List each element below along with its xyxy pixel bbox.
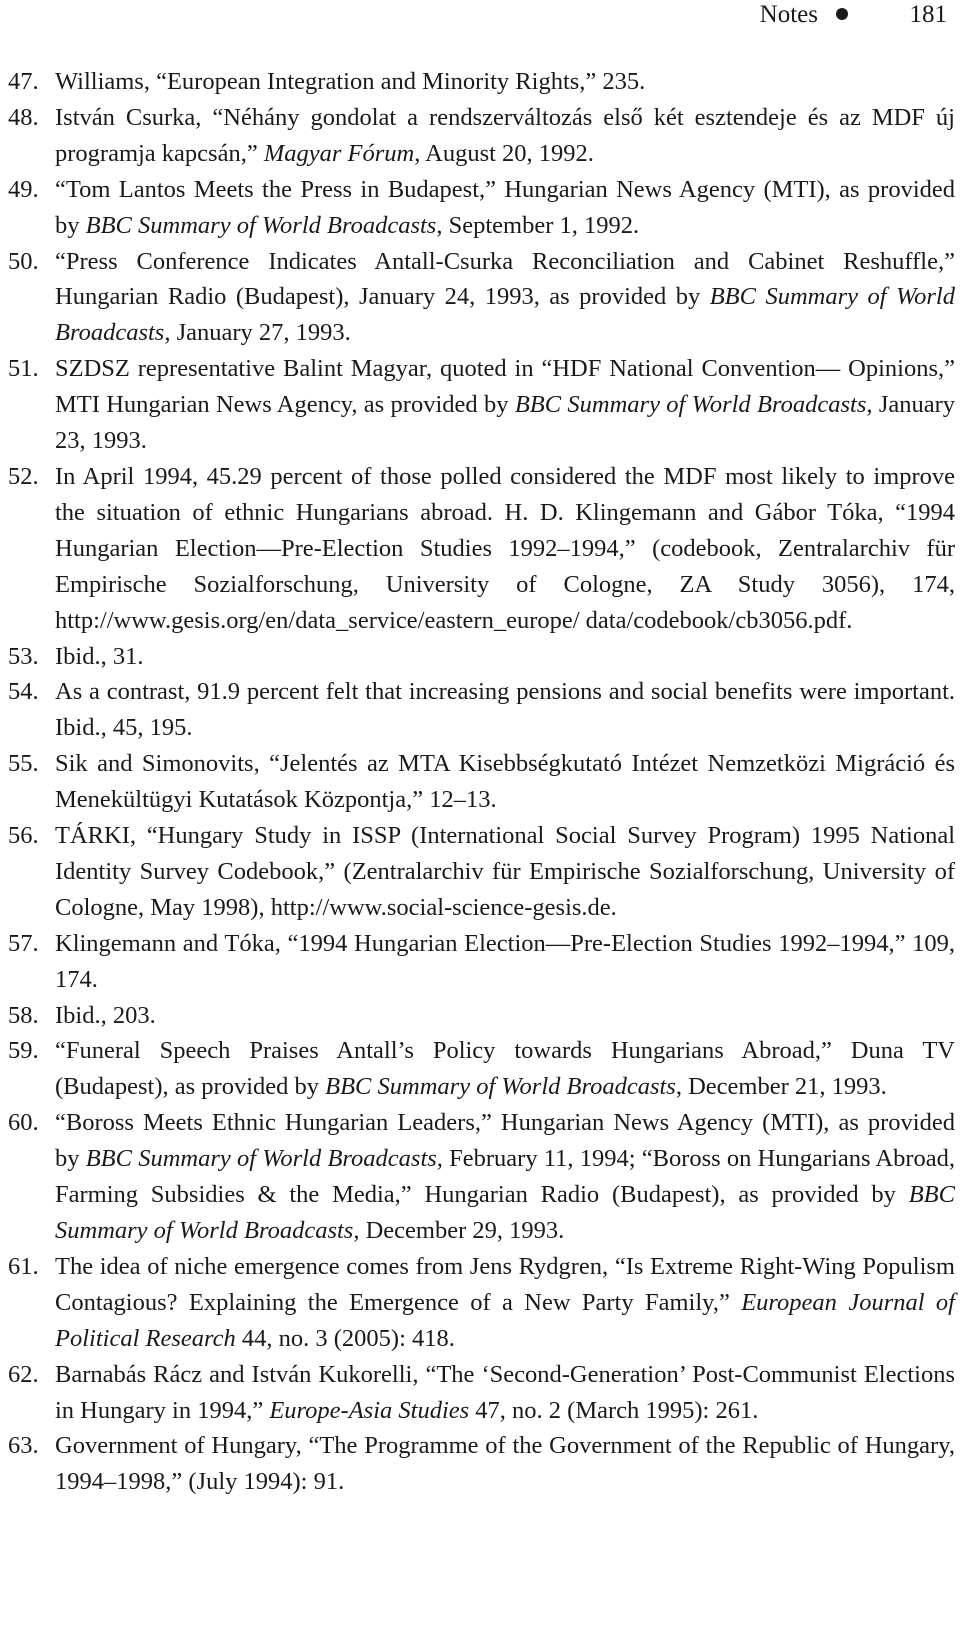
endnote-text [55, 355, 955, 454]
text-segment: Ibid., 31. [55, 642, 144, 670]
endnote [0, 1249, 955, 1357]
endnote-number: 63. [8, 1432, 39, 1460]
running-head-section: Notes [759, 1, 818, 28]
text-segment: István Csurka, “Néhány gondolat a rendszerváltozás első két esztendeje és az MDF új programja kapcsán,” [55, 103, 955, 167]
italic-title: Magyar Fórum [263, 139, 415, 167]
text-segment: SZDSZ representative Balint Magyar, quoted in “HDF National Convention— Opinions,” MTI Hungarian News Agency, as provided by [55, 355, 955, 419]
text-segment: “Funeral Speech Praises Antall’s Policy towards Hungarians Abroad,” Duna TV (Budapest), as provided by [55, 1037, 955, 1101]
endnote [0, 639, 955, 675]
endnote [0, 64, 955, 100]
endnote-number: 51. [8, 355, 39, 383]
endnote [0, 1428, 955, 1500]
italic-title: BBC Summary of World Broadcasts [85, 211, 437, 239]
italic-title: BBC Summary of World Broadcasts [514, 391, 867, 419]
endnote-text [55, 463, 955, 634]
endnote-number: 58. [8, 1001, 39, 1029]
endnote [0, 1357, 955, 1429]
italic-title: BBC Summary of World Broadcasts [55, 283, 955, 347]
endnote [0, 1105, 955, 1249]
italic-title: BBC Summary of World Broadcasts [325, 1073, 676, 1101]
endnote-text [55, 68, 645, 95]
text-segment: Sik and Simonovits, “Jelentés az MTA Kisebbségkutató Intézet Nemzetközi Migráció és Menekültügyi Kutatások Központja,” 12–13. [55, 750, 955, 814]
text-segment: February 11, 1994; “Boross on Hungarians Abroad, Farming Subsidies & the Media,” Hungarian Radio (Budapest), as provided by [55, 1145, 956, 1209]
endnote-text [55, 678, 955, 741]
page-number: 181 [909, 1, 947, 28]
endnote-text [55, 1037, 955, 1100]
italic-title: BBC Summary of World Broadcasts, [85, 1145, 443, 1173]
endnotes-list [0, 64, 955, 1500]
bullet-separator [836, 8, 848, 20]
endnote-number: 60. [8, 1109, 39, 1137]
text-segment: , August 20, 1992. [414, 139, 594, 167]
text-segment: “Press Conference Indicates Antall-Csurka Reconciliation and Cabinet Reshuffle,” Hungarian Radio (Budapest), January 24, 1993, as provided by [55, 247, 955, 311]
endnote [0, 998, 955, 1034]
text-segment: , January 27, 1993. [164, 319, 351, 347]
text-segment: , December 21, 1993. [675, 1073, 887, 1101]
endnote-number: 50. [8, 247, 39, 275]
endnote-number: 53. [8, 642, 39, 670]
endnote [0, 351, 955, 459]
endnote [0, 172, 955, 244]
endnote [0, 818, 955, 926]
text-segment: As a contrast, 91.9 percent felt that increasing pensions and social benefits were important. Ibid., 45, 195. [55, 678, 955, 742]
endnote-number: 61. [8, 1252, 39, 1280]
text-segment: TÁRKI, “Hungary Study in ISSP (International Social Survey Program) 1995 National Identity Survey Codebook,” (Zentralarchiv für Empirische Sozialforschung, University of Cologne, May 1998), http://www.social-science-gesis.de. [55, 822, 955, 921]
endnote [0, 926, 955, 998]
endnote-text [55, 1109, 955, 1244]
endnote [0, 459, 955, 639]
endnote-number: 47. [8, 68, 39, 95]
endnote-number: 56. [8, 822, 39, 850]
text-segment: , September 1, 1992. [436, 211, 640, 239]
text-segment: “Boross Meets Ethnic Hungarian Leaders,” Hungarian News Agency (MTI), as provided by [55, 1109, 955, 1173]
endnote-text [55, 750, 955, 813]
endnote-text [55, 1002, 156, 1029]
endnote-text [55, 176, 955, 239]
text-segment: “Tom Lantos Meets the Press in Budapest,” Hungarian News Agency (MTI), as provided by [55, 175, 955, 239]
italic-title: Europe-Asia Studies [269, 1396, 470, 1424]
endnote [0, 746, 955, 818]
text-segment: Government of Hungary, “The Programme of the Government of the Republic of Hungary, 1994–1998,” (July 1994): 91. [55, 1432, 955, 1496]
text-segment: The idea of niche emergence comes from Jens Rydgren, “Is Extreme Right-Wing Populism Contagious? Explaining the Emergence of a New Party Family,” [55, 1252, 955, 1316]
running-head [0, 0, 955, 34]
endnote-number: 62. [8, 1360, 39, 1388]
endnote-number: 52. [8, 462, 39, 490]
text-segment: In April 1994, 45.29 percent of those polled considered the MDF most likely to improve the situation of ethnic Hungarians abroad. H. D. Klingemann and Gábor Tóka, “1994 Hungarian Election—Pre-Election Studies 1992–1994,” (codebook, Zentralarchiv für Empirische Sozialforschung, University of Cologne, ZA Study 3056), 174, http://www.gesis.org/en/data_service/eastern_europe/ data/codebook/cb3056.pdf. [55, 462, 955, 634]
endnote-text [55, 822, 955, 921]
endnote [0, 674, 955, 746]
endnote-text [55, 248, 955, 347]
endnote-number: 48. [8, 103, 39, 131]
text-segment: Barnabás Rácz and István Kukorelli, “The ‘Second-Generation’ Post-Communist Elections in Hungary in 1994,” [55, 1360, 955, 1424]
endnote [0, 1033, 955, 1105]
text-segment: 47, no. 2 (March 1995): 261. [469, 1396, 759, 1424]
endnote-number: 54. [8, 678, 39, 706]
endnote-text [55, 104, 955, 167]
endnote-text [55, 1253, 955, 1352]
text-segment: , January 23, 1993. [55, 391, 956, 455]
endnote-number: 55. [8, 750, 39, 778]
endnote-text [55, 1432, 955, 1495]
endnote-text [55, 1361, 955, 1424]
text-segment: Klingemann and Tóka, “1994 Hungarian Election—Pre-Election Studies 1992–1994,” 109, 174. [55, 929, 955, 993]
text-segment: Williams, “European Integration and Minority Rights,” 235. [55, 68, 646, 95]
text-segment: 44, no. 3 (2005): 418. [235, 1324, 455, 1352]
endnote-text [55, 643, 143, 670]
endnote-number: 49. [8, 175, 39, 203]
endnote-number: 57. [8, 929, 39, 957]
text-segment: December 29, 1993. [359, 1217, 565, 1244]
endnote [0, 244, 955, 352]
text-segment: Ibid., 203. [55, 1001, 156, 1029]
endnote-number: 59. [8, 1037, 39, 1065]
endnote [0, 100, 955, 172]
italic-title: BBC Summary of World Broadcasts, [55, 1181, 955, 1244]
endnote-text [55, 930, 955, 993]
italic-title: European Journal of Political Research [55, 1288, 955, 1352]
